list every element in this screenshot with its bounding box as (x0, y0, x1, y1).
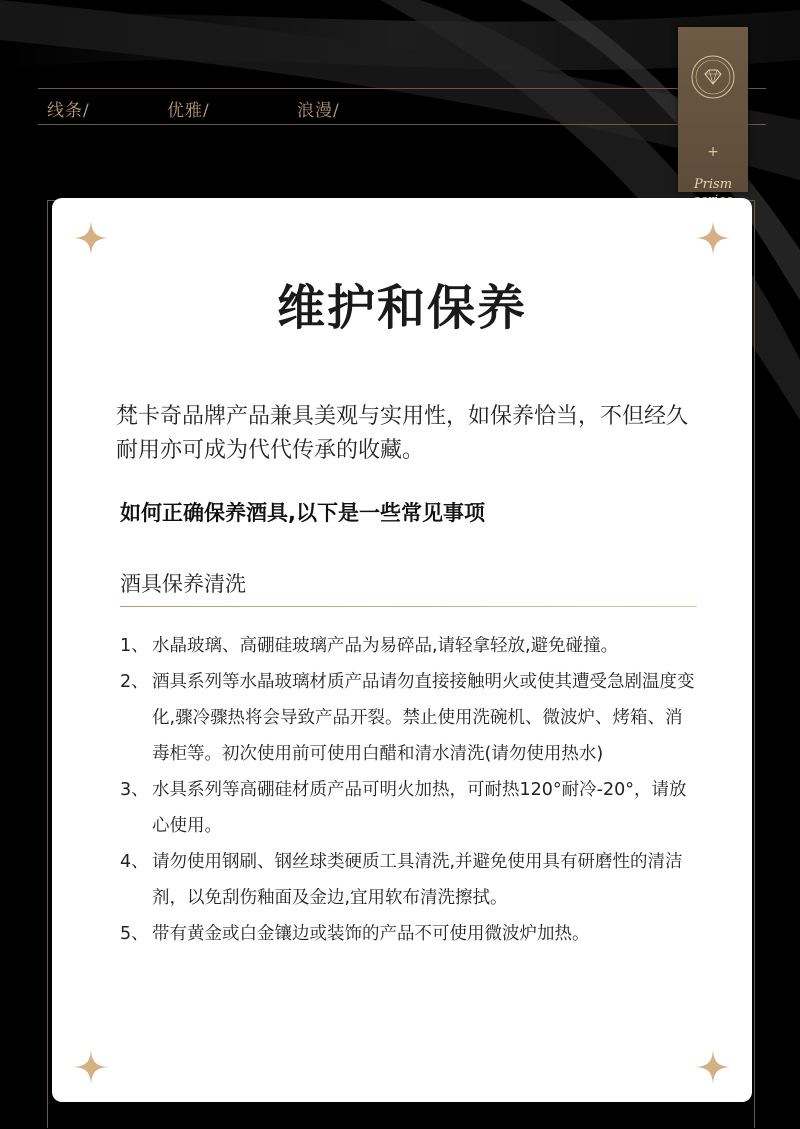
sparkle-icon (74, 221, 108, 255)
list-item (120, 628, 700, 664)
header-rule-bottom (38, 124, 766, 125)
badge-plus: + (707, 144, 719, 160)
list-item-text: 请勿使用钢刷、钢丝球类硬质工具清洗,并避免使用具有研磨性的清洁剂，以免刮伤釉面及金边,宜用软布清洗擦拭。 (152, 852, 683, 908)
content-card (52, 198, 752, 1102)
list-item-number: 3、 (120, 780, 149, 800)
list-item-text: 水具系列等高硼硅材质产品可明火加热，可耐热120°耐冷-20°，请放心使用。 (152, 780, 687, 836)
list-item (120, 844, 700, 916)
prism-series-badge (678, 27, 748, 192)
badge-script: Prism (693, 177, 733, 192)
header-rule-top (38, 88, 766, 89)
care-list (120, 628, 700, 952)
list-item-text: 水晶玻璃、高硼硅玻璃产品为易碎品,请轻拿轻放,避免碰撞。 (152, 636, 619, 656)
list-item (120, 772, 700, 844)
section-title: 酒具保养清洗 (120, 572, 246, 596)
section-divider (120, 606, 697, 607)
diamond-emblem-icon (690, 54, 736, 100)
list-item (120, 916, 700, 952)
list-item-number: 2、 (120, 672, 149, 692)
sparkle-icon (74, 1050, 108, 1084)
list-item-number: 4、 (120, 852, 149, 872)
list-item-number: 1、 (120, 636, 149, 656)
nav-word-elegance: 优雅/ (167, 101, 210, 121)
care-subheading: 如何正确保养酒具,以下是一些常见事项 (120, 501, 485, 525)
intro-paragraph: 梵卡奇品牌产品兼具美观与实用性，如保养恰当，不但经久耐用亦可成为代代传承的收藏。 (116, 404, 689, 463)
nav-word-lines: 线条/ (47, 101, 90, 121)
list-item-text: 带有黄金或白金镶边或装饰的产品不可使用微波炉加热。 (152, 924, 590, 944)
sparkle-icon (696, 221, 730, 255)
list-item-text: 酒具系列等水晶玻璃材质产品请勿直接接触明火或使其遭受急剧温度变化,骤冷骤热将会导致产品开裂。禁止使用洗碗机、微波炉、烤箱、消毒柜等。初次使用前可使用白醋和清水清洗(请勿使用热水) (152, 672, 695, 764)
page-title: 维护和保养 (276, 280, 527, 336)
nav-word-romance: 浪漫/ (297, 101, 340, 121)
list-item (120, 664, 700, 772)
sparkle-icon (696, 1050, 730, 1084)
list-item-number: 5、 (120, 924, 149, 944)
